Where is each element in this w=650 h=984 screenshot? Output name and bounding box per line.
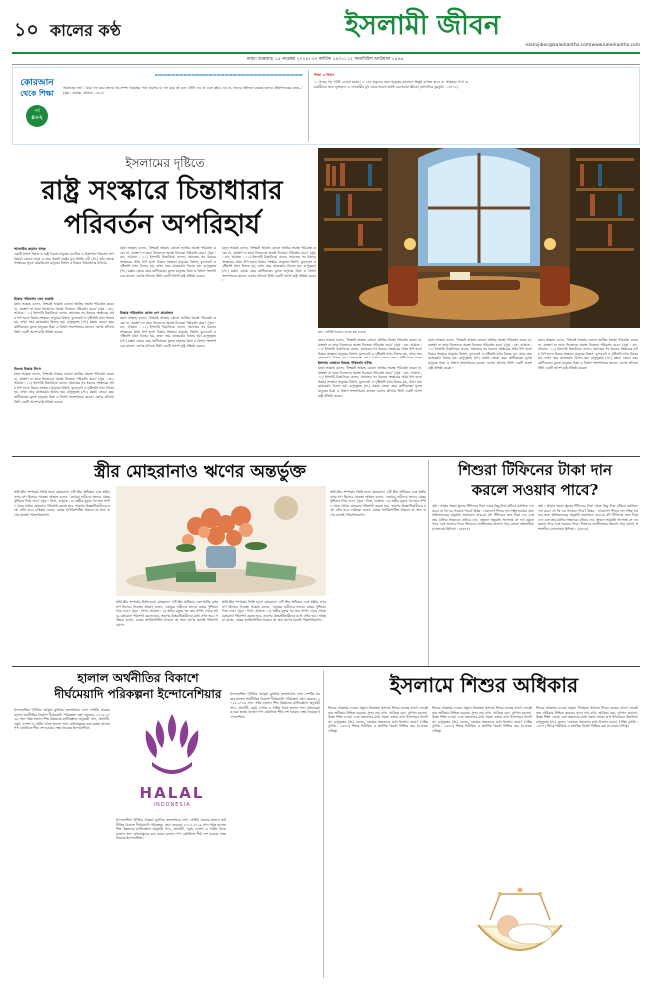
child-body-col1: শিশুরা আল্লাহর দেওয়া অমূল্য নিয়ামত। ইসলাম শিশুর জন্মের আগে থেকেই তার অধিকার নিশ্চিত করেছে। সুন্দর নাম রাখা, আকিকা করা, দুধপান করানো, উত্তম শিক্ষা দেওয়া এবং সন্তানদের মধ্যে সমতা বজায় রাখা ইসলামের নির্দেশনা। রাসুলুল্লাহ (সা.) বলেন, 'তোমরা সন্তানদের মধ্যে ইনসাফ করো।' (সহিহ বুখারি : ২৫৮৭) শিশুর শারীরিক ও মানসিক বিকাশ নিশ্চিত করা মা-বাবার দায়িত্ব। (328, 706, 428, 733)
main-subhead-1: চিন্তার পরিবর্তন কেন জরুরি (14, 297, 54, 301)
main-body-col6: মহান আল্লাহ বলেন, 'নিশ্চয়ই আল্লাহ কোনো জাতির অবস্থা পরিবর্তন করেন না, যতক্ষণ না তারা নিজেদের অবস্থা নিজেরা পরিবর্তন করে।' (সুরা : রাদ, আয়াত : ১১) ইসলামি চিন্তাবিদরা বলেন, সমাজের সব ধরনের সংস্কারের প্রথম ধাপ হলো চিন্তার সংস্কার। মানুষের বিশ্বাস, মূল্যবোধ ও দৃষ্টিভঙ্গি যখন বিশুদ্ধ হয়, তখন তার কাজকর্মও বিশুদ্ধ হয়। রাসুলুল্লাহ (সা.) মক্কায় তেরো বছর কাটিয়েছেন মূলত মানুষের চিন্তা ও বিশ্বাস সংশোধনের কাজে। এরপর মদিনায় তিনি একটি আদর্শ রাষ্ট্র প্রতিষ্ঠা করেন। (538, 338, 638, 370)
main-article-image (318, 148, 640, 328)
halal-headline-line2: দীর্ঘমেয়াদি পরিকল্পনা ইন্দোনেশিয়ার (54, 687, 222, 701)
child-headline: ইসলামে শিশুর অধিকার (389, 673, 579, 697)
main-headline-line2: পরিবর্তন অপরিহার্য (63, 210, 261, 240)
main-body-col1: মহান আল্লাহ বলেন, 'নিশ্চয়ই আল্লাহ কোনো জাতির অবস্থা পরিবর্তন করেন না, যতক্ষণ না তারা নিজেদের অবস্থা নিজেরা পরিবর্তন করে।' (সুরা : রাদ, আয়াত : ১১) ইসলামি চিন্তাবিদরা বলেন, সমাজের সব ধরনের সংস্কারের প্রথম ধাপ হলো চিন্তার সংস্কার। মানুষের বিশ্বাস, মূল্যবোধ ও দৃষ্টিভঙ্গি যখন বিশুদ্ধ হয়, তখন তার কাজকর্মও বিশুদ্ধ হয়। রাসুলুল্লাহ (সা.) মক্কায় তেরো বছর কাটিয়েছেন মূলত মানুষের চিন্তা ও বিশ্বাস সংশোধনের কাজে। এরপর মদিনায় তিনি একটি আদর্শ রাষ্ট্র প্রতিষ্ঠা করেন। (14, 302, 114, 334)
halal-logo-mark (118, 708, 226, 780)
main-headline-line1: রাষ্ট্র সংস্কারে চিন্তাধারার (41, 176, 283, 206)
dateline-rule (12, 64, 640, 65)
main-subhead-4: ইসলাম যেভাবে চিন্তার পরিবর্তন ঘটায় (318, 361, 372, 365)
section-title: ইসলামী জীবন (345, 10, 500, 41)
tiffin-headline-line1: শিশুরা টিফিনের টাকা দান (458, 461, 612, 479)
main-subhead-3: চিন্তার পরিবর্তনে যেসব গুণ প্রয়োজন (120, 311, 174, 315)
main-body-col4: মহান আল্লাহ বলেন, 'নিশ্চয়ই আল্লাহ কোনো জাতির অবস্থা পরিবর্তন করেন না, যতক্ষণ না তারা নিজেদের অবস্থা নিজেরা পরিবর্তন করে।' (সুরা : রাদ, আয়াত : ১১) ইসলামি চিন্তাবিদরা বলেন, সমাজের সব ধরনের সংস্কারের প্রথম ধাপ হলো চিন্তার সংস্কার। মানুষের বিশ্বাস, মূল্যবোধ ও দৃষ্টিভঙ্গি যখন বিশুদ্ধ হয়, তখন তার (318, 338, 422, 356)
loan-body-col1: স্বামী-স্ত্রীর সম্পর্কের ভিত্তি হলো মোহরানা। এটি স্ত্রীর অধিকার এবং স্বামীর ওপর ঋণ হিসেবে সাব্যস্ত। আল্লাহ বলেন, 'তোমরা নারীদের তাদের মোহর খুশিমনে দিয়ে দাও।' (সুরা : নিসা, আয়াত : ৪) স্বামীর মৃত্যুর পর তার সম্পদ থেকে প্রথমে মোহরানা পরিশোধ করতে হবে, তারপর উত্তরাধিকারীদের মধ্যে বণ্টন হবে। ফকিহরা বলেন, মোহর অপরিশোধিত থাকলে তা অন্য ঋণের মতোই পরিশোধযোগ্য। (14, 490, 110, 517)
halal-logo (118, 708, 226, 814)
loan-body-col2: স্বামী-স্ত্রীর সম্পর্কের ভিত্তি হলো মোহরানা। এটি স্ত্রীর অধিকার এবং স্বামীর ওপর ঋণ হিসেবে সাব্যস্ত। আল্লাহ বলেন, 'তোমরা নারীদের তাদের মোহর খুশিমনে দিয়ে দাও।' (সুরা : নিসা, আয়াত : ৪) স্বামীর মৃত্যুর পর তার সম্পদ থেকে প্রথমে মোহরানা পরিশোধ করতে হবে, তারপর উত্তরাধিকারীদের মধ্যে বণ্টন হবে। ফকিহরা বলেন, মোহর অপরিশোধিত থাকলে তা অন্য ঋণের মতোই পরিশোধযোগ্য। (116, 600, 218, 627)
quran-body: আয়াতের অর্থ : 'যারা দান করে তাদের ধন-সম্পদ আল্লাহর পথে তারপর যা দান করে তা বলে খোঁটা দেয় না এবং কষ্টও দেয় না, তাদের প্রতিদান রয়েছে তাদের প্রতিপালকের কাছে...' (সুরা : বাকারা, আয়াত : ২৬২) (63, 86, 303, 95)
quran-label-line2: থেকে শিক্ষা (20, 89, 54, 98)
halal-logo-word: HALAL (139, 784, 205, 802)
tiffin-headline-line2: করলে সওয়াব পাবে? (471, 481, 599, 499)
masthead-rule (12, 52, 640, 54)
main-body-col4b: মহান আল্লাহ বলেন, 'নিশ্চয়ই আল্লাহ কোনো জাতির অবস্থা পরিবর্তন করেন না, যতক্ষণ না তারা নিজেদের অবস্থা নিজেরা পরিবর্তন করে।' (সুরা : রাদ, আয়াত : ১১) ইসলামি চিন্তাবিদরা বলেন, সমাজের সব ধরনের সংস্কারের প্রথম ধাপ হলো চিন্তার সংস্কার। মানুষের বিশ্বাস, মূল্যবোধ ও দৃষ্টিভঙ্গি যখন বিশুদ্ধ হয়, তখন তার কাজকর্মও বিশুদ্ধ হয়। রাসুলুল্লাহ (সা.) মক্কায় তেরো বছর কাটিয়েছেন মূলত মানুষের চিন্তা ও বিশ্বাস সংশোধনের কাজে। এরপর মদিনায় তিনি একটি আদর্শ রাষ্ট্র প্রতিষ্ঠা করেন। (318, 366, 422, 398)
episode-badge-label: পর্ব (34, 109, 40, 114)
episode-badge-number: ৪০২ (31, 114, 43, 121)
loan-body-col3: স্বামী-স্ত্রীর সম্পর্কের ভিত্তি হলো মোহরানা। এটি স্ত্রীর অধিকার এবং স্বামীর ওপর ঋণ হিসেবে সাব্যস্ত। আল্লাহ বলেন, 'তোমরা নারীদের তাদের মোহর খুশিমনে দিয়ে দাও।' (সুরা : নিসা, আয়াত : ৪) স্বামীর মৃত্যুর পর তার সম্পদ থেকে প্রথমে মোহরানা পরিশোধ করতে হবে, তারপর উত্তরাধিকারীদের মধ্যে বণ্টন হবে। ফকিহরা বলেন, মোহর অপরিশোধিত থাকলে তা অন্য ঋণের মতোই পরিশোধযোগ্য। (222, 600, 326, 623)
episode-badge (26, 105, 48, 127)
loan-image (116, 486, 326, 596)
tiffin-body-col1: প্রশ্ন : আমার সন্তান স্কুলের টিফিনের টাকা থেকে কিছু টাকা বাঁচিয়ে মসজিদে দান করে। সে কি এর সওয়াব পাবে? উত্তর : নাবালেগ শিশুর দান সহিহ হওয়ার জন্য অভিভাবকের অনুমতি প্রয়োজন। বাবা-মা যদি টিফিনের জন্য টাকা দেন এবং তার মালিক সন্তানকে বানিয়ে দেন, তাহলে অনুমতি সাপেক্ষে সে দান করতে পারে এবং সওয়াব পাবে। শিশুদের দানশীলতার অভ্যাস গড়ে তোলা প্রশংসনীয়। (ফাতাওয়া হিন্দিয়া : ৪/৩৭৪) (432, 504, 534, 531)
quran-arabic-panel: ━━━━━━━━━━━━━━━━━━━━━━━━━━━━━━━━━━━━ (154, 72, 303, 79)
image-caption: ছবি : প্রতীকী চিত্রিতে সংগ্রহ করা হয়েছে (318, 330, 366, 334)
quran-label-panel (14, 78, 60, 138)
paper-name: কালের কণ্ঠ (50, 21, 121, 40)
main-body-col3: মহান আল্লাহ বলেন, 'নিশ্চয়ই আল্লাহ কোনো জাতির অবস্থা পরিবর্তন করেন না, যতক্ষণ না তারা নিজেদের অবস্থা নিজেরা পরিবর্তন করে।' (সুরা : রাদ, আয়াত : ১১) ইসলামি চিন্তাবিদরা বলেন, সমাজের সব ধরনের সংস্কারের প্রথম ধাপ হলো চিন্তার সংস্কার। মানুষের বিশ্বাস, মূল্যবোধ ও দৃষ্টিভঙ্গি যখন বিশুদ্ধ হয়, তখন তার কাজকর্মও বিশুদ্ধ হয়। রাসুলুল্লাহ (সা.) মক্কায় তেরো বছর কাটিয়েছেন মূলত মানুষের চিন্তা ও বিশ্বাস সংশোধনের কাজে। এরপর মদিনায় তিনি একটি আদর্শ রাষ্ট্র প্রতিষ্ঠা করেন। (222, 246, 316, 283)
main-body-col1b: মহান আল্লাহ বলেন, 'নিশ্চয়ই আল্লাহ কোনো জাতির অবস্থা পরিবর্তন করেন না, যতক্ষণ না তারা নিজেদের অবস্থা নিজেরা পরিবর্তন করে।' (সুরা : রাদ, আয়াত : ১১) ইসলামি চিন্তাবিদরা বলেন, সমাজের সব ধরনের সংস্কারের প্রথম ধাপ হলো চিন্তার সংস্কার। মানুষের বিশ্বাস, মূল্যবোধ ও দৃষ্টিভঙ্গি যখন বিশুদ্ধ হয়, তখন তার কাজকর্মও বিশুদ্ধ হয়। রাসুলুল্লাহ (সা.) মক্কায় তেরো বছর কাটিয়েছেন মূলত মানুষের চিন্তা ও বিশ্বাস সংশোধনের কাজে। এরপর মদিনায় তিনি একটি আদর্শ রাষ্ট্র প্রতিষ্ঠা করেন। (14, 372, 114, 404)
loan-body-col4: স্বামী-স্ত্রীর সম্পর্কের ভিত্তি হলো মোহরানা। এটি স্ত্রীর অধিকার এবং স্বামীর ওপর ঋণ হিসেবে সাব্যস্ত। আল্লাহ বলেন, 'তোমরা নারীদের তাদের মোহর খুশিমনে দিয়ে দাও।' (সুরা : নিসা, আয়াত : ৪) স্বামীর মৃত্যুর পর তার সম্পদ থেকে প্রথমে মোহরানা পরিশোধ করতে হবে, তারপর উত্তরাধিকারীদের মধ্যে বণ্টন হবে। ফকিহরা বলেন, মোহর অপরিশোধিত থাকলে তা অন্য ঋণের মতোই পরিশোধযোগ্য। (330, 490, 426, 517)
main-intro: একটি আদর্শ সমাজ ও রাষ্ট্র গড়তে মানুষের মানসিক ও চিন্তাগত পরিবর্তন অপরিহার্য। কেননা মানুষ ও তার চিন্তাই রাষ্ট্রের মূল ভিত্তি। নবী (সা.) তাঁর সমাজ সংস্কারের সূচনা করেছিলেন মানুষের বিশ্বাস ও চিন্তার পরিবর্তনের মাধ্যমে। (14, 252, 114, 266)
main-author: আতাউর রহমান খসরু (14, 247, 46, 251)
halal-body-col2: ইন্দোনেশিয়া পৃথিবীর সর্ববৃহৎ মুসলিম জনসংখ্যার দেশ। দেশটির সরকার হালাল অর্থনীতির বিকাশে দীর্ঘমেয়াদি পরিকল্পনা গ্রহণ করেছে। ২০২৫-২০২৯ সাল পর্যন্ত হালাল শিল্প উন্নয়নের মাস্টারপ্ল্যান অনুযায়ী খাদ্য, প্রসাধনী, ওষুধ, ফ্যাশন ও পর্যটন খাতে হালাল সনদ বাধ্যতামূলক করা হচ্ছে। হালাল পণ্য রপ্তানিতে শীর্ষ দেশ হওয়ার লক্ষ্য নিয়েছে ইন্দোনেশিয়া। (116, 818, 226, 841)
quran-divider (308, 70, 309, 142)
library-illustration (318, 148, 640, 328)
halal-body-col1: ইন্দোনেশিয়া পৃথিবীর সর্ববৃহৎ মুসলিম জনসংখ্যার দেশ। দেশটির সরকার হালাল অর্থনীতির বিকাশে দীর্ঘমেয়াদি পরিকল্পনা গ্রহণ করেছে। ২০২৫-২০২৯ সাল পর্যন্ত হালাল শিল্প উন্নয়নের মাস্টারপ্ল্যান অনুযায়ী খাদ্য, প্রসাধনী, ওষুধ, ফ্যাশন ও পর্যটন খাতে হালাল সনদ বাধ্যতামূলক করা হচ্ছে। হালাল পণ্য রপ্তানিতে শীর্ষ দেশ হওয়ার লক্ষ্য নিয়েছে ইন্দোনেশিয়া। (14, 708, 110, 731)
page-number: ১০ (14, 19, 39, 41)
halal-logo-country: INDONESIA (153, 802, 191, 808)
tiffin-body-col2: প্রশ্ন : আমার সন্তান স্কুলের টিফিনের টাকা থেকে কিছু টাকা বাঁচিয়ে মসজিদে দান করে। সে কি এর সওয়াব পাবে? উত্তর : নাবালেগ শিশুর দান সহিহ হওয়ার জন্য অভিভাবকের অনুমতি প্রয়োজন। বাবা-মা যদি টিফিনের জন্য টাকা দেন এবং তার মালিক সন্তানকে বানিয়ে দেন, তাহলে অনুমতি সাপেক্ষে সে দান করতে পারে এবং সওয়াব পাবে। শিশুদের দানশীলতার অভ্যাস গড়ে তোলা প্রশংসনীয়। (ফাতাওয়া হিন্দিয়া : ৪/৩৭৪) (538, 504, 638, 531)
halal-headline-line1: হালাল অর্থনীতির বিকাশে (77, 671, 199, 685)
halal-body-col3: ইন্দোনেশিয়া পৃথিবীর সর্ববৃহৎ মুসলিম জনসংখ্যার দেশ। দেশটির সরকার হালাল অর্থনীতির বিকাশে দীর্ঘমেয়াদি পরিকল্পনা গ্রহণ করেছে। ২০২৫-২০২৯ সাল পর্যন্ত হালাল শিল্প উন্নয়নের মাস্টারপ্ল্যান অনুযায়ী খাদ্য, প্রসাধনী, ওষুধ, ফ্যাশন ও পর্যটন খাতে হালাল সনদ বাধ্যতামূলক করা হচ্ছে। হালাল পণ্য রপ্তানিতে শীর্ষ দেশ হওয়ার লক্ষ্য নিয়েছে ইন্দোনেশিয়া। (230, 692, 320, 719)
main-body-col2b: মহান আল্লাহ বলেন, 'নিশ্চয়ই আল্লাহ কোনো জাতির অবস্থা পরিবর্তন করেন না, যতক্ষণ না তারা নিজেদের অবস্থা নিজেরা পরিবর্তন করে।' (সুরা : রাদ, আয়াত : ১১) ইসলামি চিন্তাবিদরা বলেন, সমাজের সব ধরনের সংস্কারের প্রথম ধাপ হলো চিন্তার সংস্কার। মানুষের বিশ্বাস, মূল্যবোধ ও দৃষ্টিভঙ্গি যখন বিশুদ্ধ হয়, তখন তার কাজকর্মও বিশুদ্ধ হয়। রাসুলুল্লাহ (সা.) মক্কায় তেরো বছর কাটিয়েছেন মূলত মানুষের চিন্তা ও বিশ্বাস সংশোধনের কাজে। এরপর মদিনায় তিনি একটি আদর্শ রাষ্ট্র প্রতিষ্ঠা করেন। (120, 316, 216, 348)
main-body-col2: মহান আল্লাহ বলেন, 'নিশ্চয়ই আল্লাহ কোনো জাতির অবস্থা পরিবর্তন করেন না, যতক্ষণ না তারা নিজেদের অবস্থা নিজেরা পরিবর্তন করে।' (সুরা : রাদ, আয়াত : ১১) ইসলামি চিন্তাবিদরা বলেন, সমাজের সব ধরনের সংস্কারের প্রথম ধাপ হলো চিন্তার সংস্কার। মানুষের বিশ্বাস, মূল্যবোধ ও দৃষ্টিভঙ্গি যখন বিশুদ্ধ হয়, তখন তার কাজকর্মও বিশুদ্ধ হয়। রাসুলুল্লাহ (সা.) মক্কায় তেরো বছর কাটিয়েছেন মূলত মানুষের চিন্তা ও বিশ্বাস সংশোধনের কাজে। এরপর মদিনায় তিনি একটি আদর্শ রাষ্ট্র প্রতিষ্ঠা করেন। (120, 246, 216, 278)
dateline: ঢাকা। শুক্রবার। ১৫ নভেম্বর ২০২৪। ৩০ কার্তিক ১৪৩১। ১২ জমাদিউল আউয়াল ১৪৪৬ (246, 57, 404, 62)
child-body-col3: শিশুরা আল্লাহর দেওয়া অমূল্য নিয়ামত। ইসলাম শিশুর জন্মের আগে থেকেই তার অধিকার নিশ্চিত করেছে। সুন্দর নাম রাখা, আকিকা করা, দুধপান করানো, উত্তম শিক্ষা দেওয়া এবং সন্তানদের মধ্যে সমতা বজায় রাখা ইসলামের নির্দেশনা। রাসুলুল্লাহ (সা.) বলেন, 'তোমরা সন্তানদের মধ্যে ইনসাফ করো।' (সহিহ বুখারি : ২৫৮৭) শিশুর শারীরিক ও মানসিক বিকাশ নিশ্চিত করা মা-বাবার দায়িত্ব। (536, 706, 638, 729)
loan-headline: স্ত্রীর মোহরানাও ঋণের অন্তর্ভুক্ত (94, 462, 306, 482)
child-body-col2: শিশুরা আল্লাহর দেওয়া অমূল্য নিয়ামত। ইসলাম শিশুর জন্মের আগে থেকেই তার অধিকার নিশ্চিত করেছে। সুন্দর নাম রাখা, আকিকা করা, দুধপান করানো, উত্তম শিক্ষা দেওয়া এবং সন্তানদের মধ্যে সমতা বজায় রাখা ইসলামের নির্দেশনা। রাসুলুল্লাহ (সা.) বলেন, 'তোমরা সন্তানদের মধ্যে ইনসাফ করো।' (সহিহ বুখারি : ২৫৮৭) শিশুর শারীরিক ও মানসিক বিকাশ নিশ্চিত করা মা-বাবার দায়িত্ব। (432, 706, 532, 733)
quran-label-line1: কোরআন (20, 78, 54, 88)
lesson-heading: শিক্ষা ও বিধান (314, 73, 335, 77)
flowers-money-illustration (116, 486, 326, 596)
main-kicker: ইসলামের দৃষ্টিতে (125, 156, 205, 170)
lesson-body: ১. দানের পর খোঁটা দেওয়া হারাম। ২. দান কবুলের জন্য মানুষের মনোবল অক্ষুণ্ণ রাখতে হবে। ৩. আল্লাহর পথে ব্যয়কারীদের জন্য সুসংবাদ। ৪. দানকারীর মুখ থেকে ভালো কথাই বের হওয়া উচিত। (তাফসিরে কুরতুবি : ১/৪০২) (314, 80, 468, 89)
loan-tiffin-divider (428, 460, 429, 666)
halal-child-divider (323, 670, 324, 978)
contact-line: islamijibon@kalerkantho.com|www.kalerkantho.com (525, 43, 640, 48)
main-bottom-rule (12, 456, 640, 457)
main-subhead-2: বিশুদ্ধ চিন্তার উৎস (14, 367, 41, 371)
main-body-col5: মহান আল্লাহ বলেন, 'নিশ্চয়ই আল্লাহ কোনো জাতির অবস্থা পরিবর্তন করেন না, যতক্ষণ না তারা নিজেদের অবস্থা নিজেরা পরিবর্তন করে।' (সুরা : রাদ, আয়াত : ১১) ইসলামি চিন্তাবিদরা বলেন, সমাজের সব ধরনের সংস্কারের প্রথম ধাপ হলো চিন্তার সংস্কার। মানুষের বিশ্বাস, মূল্যবোধ ও দৃষ্টিভঙ্গি যখন বিশুদ্ধ হয়, তখন তার কাজকর্মও বিশুদ্ধ হয়। রাসুলুল্লাহ (সা.) মক্কায় তেরো বছর কাটিয়েছেন মূলত মানুষের চিন্তা ও বিশ্বাস সংশোধনের কাজে। এরপর মদিনায় তিনি একটি আদর্শ রাষ্ট্র প্রতিষ্ঠা করেন। (428, 338, 532, 370)
middle-bottom-rule (12, 666, 640, 667)
